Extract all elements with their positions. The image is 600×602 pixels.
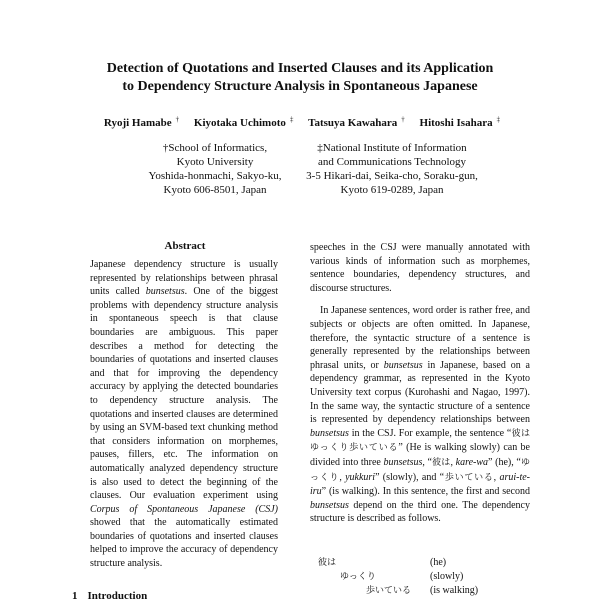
- affiliation-kyoto: †School of Informatics, Kyoto University Yoshida-honmachi, Sakyo-ku, Kyoto 606-8501, Japan: [148, 142, 282, 196]
- abstract-body: Japanese dependency structure is usually represented by relationships between phrasal units called bunsetsus. One of the biggest problems with dependency structure analysis in spontaneous speech is that clause boundaries are ambiguous. This paper describes a method for detecting the boundaries of quotations and inserted clauses and that for improving the dependency accuracy by applying the detected boundaries to dependency structure analysis. The quotations and inserted clauses are determined by using an SVM-based text chunking method that considers information on morphemes, pauses, fillers, etc. The information on automatically analyzed dependency structure is also used to detect the beginning of the clauses. Our evaluation experiment using Corpus of Spontaneous Japanese (CSJ) showed that the automatically estimated boundaries of quotations and inserted clauses helped to improve the accuracy of dependency structure analysis.: [90, 259, 278, 570]
- author: Tatsuya Kawahara †: [308, 115, 405, 129]
- dependency-row: 歩いている (is walking): [366, 585, 479, 596]
- dependency-row: 彼は (he): [318, 557, 447, 568]
- title-line-2: to Dependency Structure Analysis in Spontaneous Japanese: [122, 79, 478, 94]
- author: Hitoshi Isahara ‡: [419, 115, 501, 129]
- author-list: [60, 112, 540, 130]
- paragraph: speeches in the CSJ were manually annotated with various kinds of information such as morphemes, sentence boundaries, dependency structures, and discourse structures.: [310, 242, 530, 294]
- abstract-heading: Abstract: [164, 240, 206, 252]
- title-line-1: Detection of Quotations and Inserted Clauses and its Application: [106, 61, 494, 76]
- paper-title: [60, 60, 540, 96]
- section-heading: 1 Introduction: [72, 590, 148, 602]
- affiliation-nict: ‡National Institute of Information and Communications Technology 3-5 Hikari-dai, Seika-cho, Soraku-gun, Kyoto 619-0289, Japan: [306, 142, 478, 196]
- dependency-row: ゆっくり (slowly): [340, 571, 464, 582]
- author: Ryoji Hamabe †: [103, 115, 180, 129]
- dependency-example: [318, 556, 518, 598]
- author: Kiyotaka Uchimoto ‡: [193, 115, 294, 129]
- paragraph: In Japanese sentences, word order is rather free, and subjects or objects are often omitted. In Japanese, therefore, the syntactic structure of a sentence is generally represented by the relationships between phrasal units, or bunsetsus in Japanese, based on a dependency grammar, as represented in the Kyoto University text corpus (Kurohashi and Nagao, 1997). In the same way, the syntactic structure of a sentence is represented by dependency relationships between bunsetsus in the CSJ. For example, the sentence “彼はゆっくり歩いている” (He is walking slowly) can be divided into three bunsetsus, “彼は, kare-wa” (he), “ゆっくり, yukkuri” (slowly), and “歩いている, arui-te-iru” (is walking). In this sentence, the first and second bunsetsus depend on the third one. The dependency structure is described as follows.: [310, 305, 530, 525]
- right-column-text: [310, 241, 530, 535]
